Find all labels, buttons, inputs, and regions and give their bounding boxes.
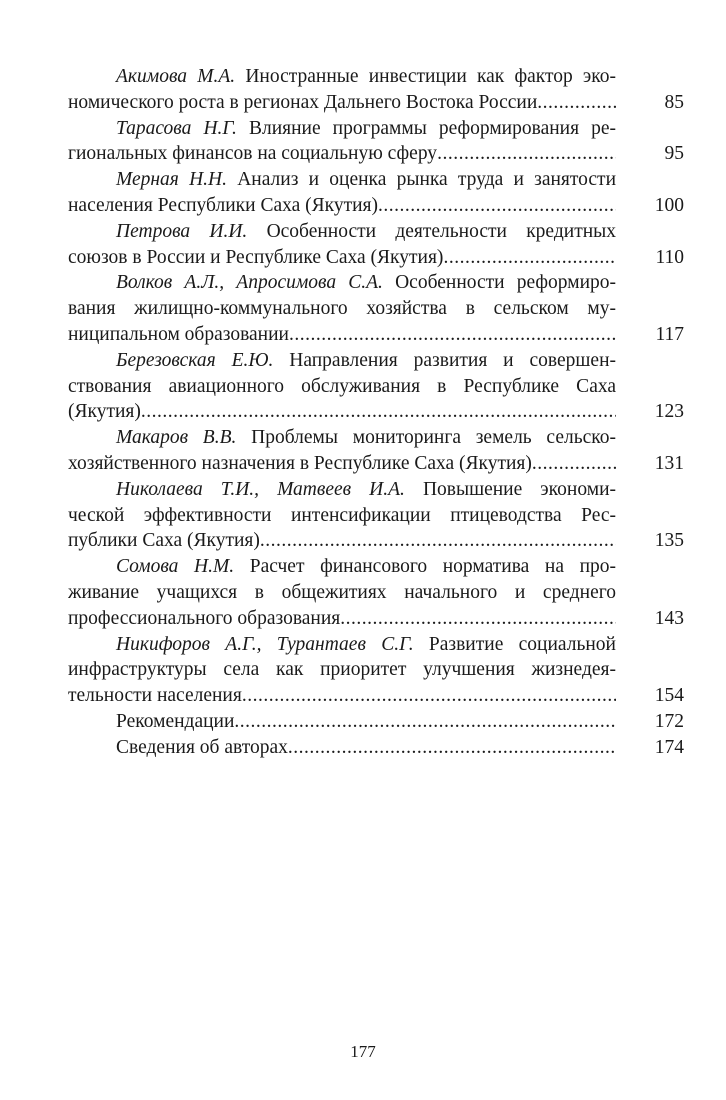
toc-title-text: ствования авиационного обслуживания в Республике Саха (68, 375, 616, 397)
toc-line (68, 322, 684, 348)
toc-line (68, 167, 684, 193)
dot-leader (141, 399, 616, 425)
toc-entry[interactable] (68, 116, 684, 168)
toc-line-text (68, 554, 616, 580)
dot-leader (532, 451, 616, 477)
toc-title-text: Особенности деятельности кредитных (266, 220, 616, 242)
dot-leader (443, 245, 616, 271)
toc-title-text: ниципальном образовании (68, 323, 289, 345)
toc-line (68, 632, 684, 658)
toc-line-text (68, 503, 616, 529)
toc-title-text: населения Республики Саха (Якутия) (68, 194, 378, 216)
toc-line-text (68, 477, 616, 503)
dot-leader (288, 735, 616, 761)
toc-line (68, 657, 684, 683)
toc-line (68, 503, 684, 529)
toc-line-text (68, 141, 616, 167)
toc-title-text: Анализ и оценка рынка труда и занятости (237, 169, 616, 191)
toc-page-number: 154 (654, 685, 684, 707)
toc-line-text (68, 528, 616, 554)
toc-page-number: 117 (655, 323, 684, 345)
toc-line (68, 64, 684, 90)
toc-line-text (68, 580, 616, 606)
toc-title-text: хозяйственного назначения в Республике Саха (Якутия) (68, 452, 532, 474)
toc-line-text (68, 657, 616, 683)
toc-title-text: профессионального образования (68, 607, 341, 629)
toc-line-text (68, 116, 616, 142)
toc-title-text: вания жилищно-коммунального хозяйства в сельском му- (68, 298, 616, 320)
toc-line-text (68, 167, 616, 193)
toc-page-number: 100 (654, 194, 684, 216)
dot-leader (234, 709, 616, 735)
toc-line (68, 348, 684, 374)
toc-entry[interactable] (68, 735, 684, 761)
toc-page-number: 123 (654, 401, 684, 423)
dot-leader (537, 90, 616, 116)
toc-author: Акимова М.А. (116, 66, 236, 87)
toc-line-text (68, 296, 616, 322)
dot-leader (289, 322, 616, 348)
toc-title-text: ческой эффективности интенсификации птицеводства Рес- (68, 504, 616, 526)
toc-title-text: Проблемы мониторинга земель сельско- (251, 427, 616, 449)
toc-line (68, 709, 684, 735)
toc-title-text: Особенности реформиро- (395, 272, 616, 294)
toc-line-text (68, 245, 616, 271)
toc-page-number: 143 (654, 607, 684, 629)
toc-page-number: 85 (664, 91, 684, 113)
toc-line (68, 399, 684, 425)
toc-title-text: Иностранные инвестиции как фактор эко- (245, 66, 616, 87)
toc-line-text (68, 374, 616, 400)
toc-title-text: Влияние программы реформирования ре- (248, 117, 616, 139)
toc-line (68, 451, 684, 477)
toc-line (68, 193, 684, 219)
toc-author: Мерная Н.Н. (116, 169, 227, 191)
toc-title-text: Направления развития и совершен- (289, 349, 616, 371)
toc-line-text (68, 219, 616, 245)
toc-page-number: 135 (654, 530, 684, 552)
toc-author: Николаева Т.И., Матвеев И.А. (116, 478, 405, 500)
page-number: 177 (350, 1042, 376, 1061)
toc-entry[interactable] (68, 425, 684, 477)
toc-line-text (68, 348, 616, 374)
toc-title-text: (Якутия) (68, 401, 141, 423)
dot-leader (260, 528, 616, 554)
table-of-contents (68, 64, 684, 761)
toc-line-text (68, 64, 616, 90)
toc-line-text (68, 735, 616, 761)
dot-leader (437, 141, 616, 167)
toc-line-text (68, 606, 616, 632)
toc-line (68, 735, 684, 761)
toc-author: Тарасова Н.Г. (116, 117, 237, 139)
toc-line (68, 245, 684, 271)
toc-line (68, 683, 684, 709)
toc-line-text (68, 322, 616, 348)
toc-page-number: 174 (654, 736, 684, 758)
toc-author: Сомова Н.М. (116, 556, 235, 578)
toc-title-text: живание учащихся в общежитиях начального и среднего (68, 581, 616, 603)
toc-author: Волков А.Л., Апросимова С.А. (116, 272, 383, 294)
toc-line-text (68, 632, 616, 658)
toc-line (68, 477, 684, 503)
toc-line (68, 219, 684, 245)
toc-line (68, 141, 684, 167)
toc-entry[interactable] (68, 219, 684, 271)
toc-author: Петрова И.И. (116, 220, 248, 242)
toc-entry[interactable] (68, 477, 684, 554)
toc-line (68, 296, 684, 322)
toc-line (68, 606, 684, 632)
toc-title-text: инфраструктуры села как приоритет улучшения жизнедея- (68, 659, 616, 681)
toc-entry[interactable] (68, 348, 684, 425)
toc-line (68, 270, 684, 296)
toc-entry[interactable] (68, 554, 684, 631)
toc-page-number: 131 (654, 452, 684, 474)
dot-leader (378, 193, 616, 219)
toc-author: Никифоров А.Г., Турантаев С.Г. (116, 633, 414, 655)
toc-page-number: 172 (654, 710, 684, 732)
toc-line-text (68, 709, 616, 735)
toc-title-text: гиональных финансов на социальную сферу (68, 143, 438, 165)
toc-line-text (68, 270, 616, 296)
toc-line-text (68, 683, 616, 709)
toc-author: Макаров В.В. (116, 427, 237, 449)
toc-line (68, 580, 684, 606)
toc-entry[interactable] (68, 167, 684, 219)
toc-entry[interactable] (68, 709, 684, 735)
toc-title-text: тельности населения (68, 685, 242, 707)
toc-title-text: публики Саха (Якутия) (68, 530, 260, 552)
toc-title-text: Повышение экономи- (422, 478, 616, 500)
toc-line (68, 116, 684, 142)
toc-page-number: 110 (655, 246, 684, 268)
dot-leader (242, 683, 616, 709)
toc-line-text (68, 90, 616, 116)
toc-title-text: Рекомендации (116, 710, 235, 732)
toc-entry[interactable] (68, 632, 684, 709)
toc-entry[interactable] (68, 270, 684, 347)
toc-title-text: Расчет финансового норматива на про- (249, 556, 616, 578)
toc-page-number: 95 (664, 143, 684, 165)
toc-line (68, 374, 684, 400)
toc-author: Березовская Е.Ю. (116, 349, 274, 371)
toc-title-text: номического роста в регионах Дальнего Востока России (68, 91, 538, 113)
toc-title-text: союзов в России и Республике Саха (Якутия) (68, 246, 444, 268)
toc-entry[interactable] (68, 64, 684, 116)
dot-leader (340, 606, 616, 632)
toc-line (68, 528, 684, 554)
toc-line (68, 554, 684, 580)
toc-line (68, 425, 684, 451)
toc-line-text (68, 399, 616, 425)
toc-line-text (68, 451, 616, 477)
toc-line-text (68, 193, 616, 219)
toc-title-text: Развитие социальной (428, 633, 616, 655)
toc-line-text (68, 425, 616, 451)
toc-title-text: Сведения об авторах (116, 736, 288, 758)
toc-line (68, 90, 684, 116)
